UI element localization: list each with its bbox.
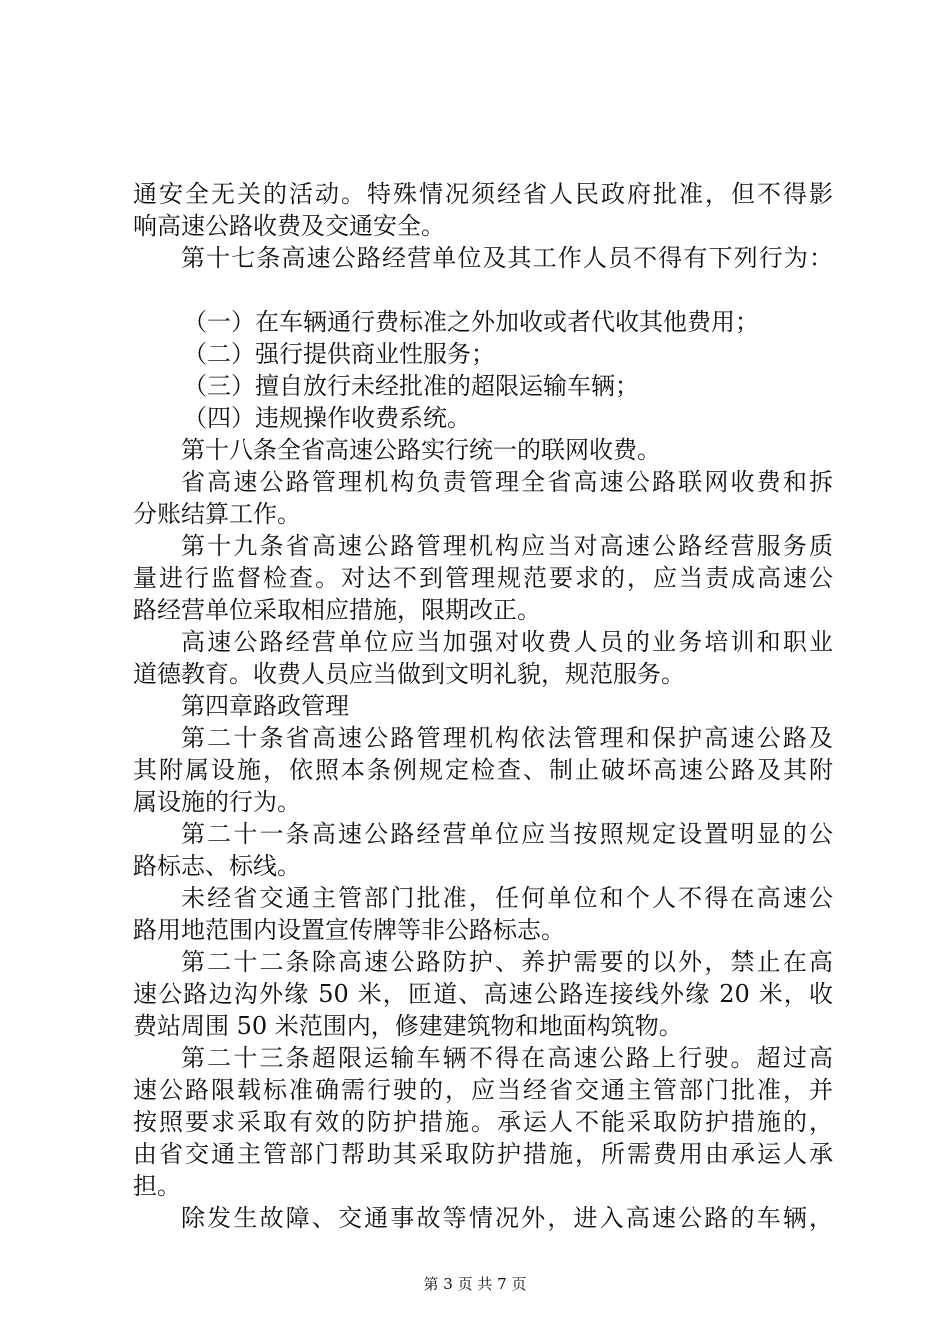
paragraph-line: 除发生故障、交通事故等情况外，进入高速公路的车辆， xyxy=(181,1204,833,1232)
chapter-4-heading: 第四章路政管理 xyxy=(181,692,349,720)
list-item: （二）强行提供商业性服务； xyxy=(183,340,495,368)
paragraph-line: 通安全无关的活动。特殊情况须经省人民政府批准，但不得影 xyxy=(133,180,833,208)
list-item: （四）违规操作收费系统。 xyxy=(183,404,471,432)
article-18-heading: 第十八条全省高速公路实行统一的联网收费。 xyxy=(181,436,661,464)
paragraph-line: 响高速公路收费及交通安全。 xyxy=(133,212,445,240)
paragraph-line: 费站周围 50 米范围内，修建建筑物和地面构筑物。 xyxy=(133,1012,683,1040)
paragraph-line: 路标志、标线。 xyxy=(133,852,301,880)
blank-line xyxy=(133,274,833,306)
document-body xyxy=(133,178,833,1234)
paragraph-line: 属设施的行为。 xyxy=(133,788,301,816)
paragraph-line: 速公路限载标准确需行驶的，应当经省交通主管部门批准，并 xyxy=(133,1076,833,1104)
article-17-heading: 第十七条高速公路经营单位及其工作人员不得有下列行为： xyxy=(181,244,833,272)
paragraph-line: 路经营单位采取相应措施，限期改正。 xyxy=(133,596,541,624)
paragraph-line: 由省交通主管部门帮助其采取防护措施，所需费用由承运人承 xyxy=(133,1140,833,1168)
paragraph-line: 高速公路经营单位应当加强对收费人员的业务培训和职业 xyxy=(181,628,833,656)
list-item: （三）擅自放行未经批准的超限运输车辆； xyxy=(183,372,639,400)
paragraph-line: 按照要求采取有效的防护措施。承运人不能采取防护措施的， xyxy=(133,1108,833,1136)
paragraph-line: 速公路边沟外缘 50 米，匝道、高速公路连接线外缘 20 米，收 xyxy=(133,980,833,1008)
paragraph-line: 担。 xyxy=(133,1172,181,1200)
paragraph-line: 未经省交通主管部门批准，任何单位和个人不得在高速公 xyxy=(181,884,833,912)
paragraph-line: 路用地范围内设置宣传牌等非公路标志。 xyxy=(133,916,565,944)
article-22-heading: 第二十二条除高速公路防护、养护需要的以外，禁止在高 xyxy=(181,948,833,976)
paragraph-line: 省高速公路管理机构负责管理全省高速公路联网收费和拆 xyxy=(181,468,833,496)
article-21-heading: 第二十一条高速公路经营单位应当按照规定设置明显的公 xyxy=(181,820,833,848)
article-19-heading: 第十九条省高速公路管理机构应当对高速公路经营服务质 xyxy=(181,532,833,560)
paragraph-line: 其附属设施，依照本条例规定检查、制止破坏高速公路及其附 xyxy=(133,756,833,784)
article-20-heading: 第二十条省高速公路管理机构依法管理和保护高速公路及 xyxy=(181,724,833,752)
paragraph-line: 道德教育。收费人员应当做到文明礼貌，规范服务。 xyxy=(133,660,685,688)
paragraph-line: 分账结算工作。 xyxy=(133,500,301,528)
paragraph-line: 量进行监督检查。对达不到管理规范要求的，应当责成高速公 xyxy=(133,564,833,592)
page-number-footer: 第 3 页 共 7 页 xyxy=(423,1275,527,1293)
article-23-heading: 第二十三条超限运输车辆不得在高速公路上行驶。超过高 xyxy=(181,1044,833,1072)
list-item: （一）在车辆通行费标准之外加收或者代收其他费用； xyxy=(183,308,759,336)
